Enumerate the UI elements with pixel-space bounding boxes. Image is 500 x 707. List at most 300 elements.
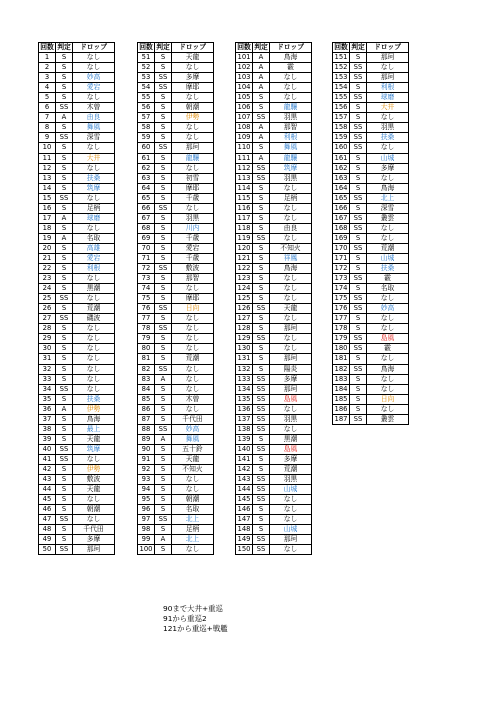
cell-grade: S <box>56 264 73 274</box>
cell-drop: 千歳 <box>172 233 214 243</box>
cell-grade: SS <box>350 73 367 83</box>
table-row <box>39 73 115 83</box>
cell-grade: S <box>155 274 172 284</box>
cell-run-number: 115 <box>236 193 253 203</box>
table-row <box>39 515 115 525</box>
cell-grade: SS <box>253 414 270 424</box>
cell-grade: S <box>253 213 270 223</box>
cell-grade: S <box>253 93 270 103</box>
cell-grade: S <box>253 264 270 274</box>
cell-run-number: 72 <box>138 264 155 274</box>
table-row <box>333 123 409 133</box>
cell-grade: S <box>253 354 270 364</box>
cell-run-number: 97 <box>138 515 155 525</box>
table-row <box>138 324 214 334</box>
cell-run-number: 75 <box>138 294 155 304</box>
cell-drop: 多摩 <box>270 454 312 464</box>
cell-grade: S <box>56 434 73 444</box>
table-row <box>138 203 214 213</box>
table-header-row <box>138 43 214 53</box>
cell-grade: S <box>155 243 172 253</box>
table-header-row <box>39 43 115 53</box>
table-row <box>333 53 409 63</box>
cell-grade: SS <box>350 63 367 73</box>
cell-drop: 愛宕 <box>172 243 214 253</box>
table-row <box>333 193 409 203</box>
cell-grade: A <box>56 404 73 414</box>
cell-grade: S <box>56 183 73 193</box>
cell-drop: 朝潮 <box>73 505 115 515</box>
cell-run-number: 164 <box>333 183 350 193</box>
cell-grade: S <box>350 384 367 394</box>
cell-grade: A <box>56 213 73 223</box>
table-row <box>236 123 312 133</box>
table-row <box>39 535 115 545</box>
cell-drop: 多摩 <box>367 163 409 173</box>
cell-drop: 敷波 <box>73 475 115 485</box>
cell-grade: SS <box>350 274 367 284</box>
cell-drop: なし <box>172 314 214 324</box>
cell-drop: なし <box>270 515 312 525</box>
cell-grade: SS <box>253 384 270 394</box>
cell-run-number: 108 <box>236 123 253 133</box>
cell-drop: 妙高 <box>172 424 214 434</box>
cell-drop: 筑摩 <box>73 183 115 193</box>
cell-grade: SS <box>253 485 270 495</box>
table-row <box>333 274 409 284</box>
cell-run-number: 66 <box>138 203 155 213</box>
table-row <box>39 173 115 183</box>
cell-drop: 山城 <box>367 253 409 263</box>
cell-grade: S <box>56 304 73 314</box>
table-row <box>39 384 115 394</box>
cell-run-number: 90 <box>138 444 155 454</box>
cell-grade: S <box>350 264 367 274</box>
cell-grade: SS <box>253 444 270 454</box>
table-row <box>333 344 409 354</box>
cell-run-number: 106 <box>236 103 253 113</box>
cell-run-number: 85 <box>138 394 155 404</box>
cell-drop: 天龍 <box>270 304 312 314</box>
table-row <box>333 284 409 294</box>
table-row <box>236 515 312 525</box>
cell-drop: 祥鳳 <box>270 253 312 263</box>
cell-grade: S <box>253 193 270 203</box>
cell-grade: SS <box>253 475 270 485</box>
cell-drop: 五十鈴 <box>172 444 214 454</box>
cell-drop: なし <box>73 354 115 364</box>
table-row <box>236 294 312 304</box>
cell-drop: 日向 <box>172 304 214 314</box>
cell-grade: S <box>350 53 367 63</box>
cell-run-number: 151 <box>333 53 350 63</box>
cell-run-number: 37 <box>39 414 56 424</box>
cell-run-number: 2 <box>39 63 56 73</box>
drop-table-101-150 <box>235 42 312 555</box>
cell-run-number: 170 <box>333 243 350 253</box>
cell-run-number: 133 <box>236 374 253 384</box>
cell-run-number: 168 <box>333 223 350 233</box>
cell-run-number: 129 <box>236 334 253 344</box>
table-row <box>138 515 214 525</box>
cell-run-number: 89 <box>138 434 155 444</box>
cell-grade: S <box>253 454 270 464</box>
cell-run-number: 43 <box>39 475 56 485</box>
cell-run-number: 52 <box>138 63 155 73</box>
cell-run-number: 9 <box>39 133 56 143</box>
cell-grade: S <box>56 73 73 83</box>
cell-grade: S <box>155 93 172 103</box>
cell-grade: S <box>350 253 367 263</box>
table-row <box>138 354 214 364</box>
table-row <box>138 304 214 314</box>
cell-grade: S <box>155 495 172 505</box>
table-row <box>39 324 115 334</box>
cell-run-number: 154 <box>333 83 350 93</box>
cell-run-number: 26 <box>39 304 56 314</box>
cell-drop: 北上 <box>172 535 214 545</box>
cell-grade: S <box>56 253 73 263</box>
table-row <box>138 535 214 545</box>
cell-grade: S <box>56 354 73 364</box>
cell-grade: S <box>253 253 270 263</box>
table-row <box>138 274 214 284</box>
cell-run-number: 144 <box>236 485 253 495</box>
table-row <box>333 63 409 73</box>
cell-drop: 千歳 <box>172 193 214 203</box>
cell-grade: A <box>253 53 270 63</box>
table-row <box>138 163 214 173</box>
cell-drop: 千代田 <box>172 414 214 424</box>
cell-grade: A <box>56 113 73 123</box>
cell-grade: S <box>56 123 73 133</box>
cell-run-number: 100 <box>138 545 155 555</box>
cell-drop: 筑摩 <box>73 444 115 454</box>
table-row <box>39 274 115 284</box>
cell-run-number: 122 <box>236 264 253 274</box>
table-row <box>333 364 409 374</box>
cell-grade: S <box>155 485 172 495</box>
cell-grade: S <box>155 475 172 485</box>
table-row <box>236 424 312 434</box>
table-row <box>39 464 115 474</box>
cell-grade: S <box>56 153 73 163</box>
table-row <box>333 394 409 404</box>
cell-drop: 黒潮 <box>270 434 312 444</box>
cell-run-number: 156 <box>333 103 350 113</box>
cell-drop: なし <box>367 63 409 73</box>
cell-drop: なし <box>270 424 312 434</box>
cell-run-number: 33 <box>39 374 56 384</box>
cell-grade: S <box>350 324 367 334</box>
cell-grade: SS <box>56 515 73 525</box>
cell-drop: 山城 <box>270 485 312 495</box>
cell-drop: 島風 <box>367 334 409 344</box>
cell-run-number: 84 <box>138 384 155 394</box>
table-row <box>138 83 214 93</box>
cell-run-number: 7 <box>39 113 56 123</box>
cell-run-number: 187 <box>333 414 350 424</box>
cell-grade: S <box>56 505 73 515</box>
table-row <box>138 253 214 263</box>
cell-drop: 高雄 <box>73 243 115 253</box>
cell-drop: 扶桑 <box>73 173 115 183</box>
table-row <box>138 193 214 203</box>
cell-grade: SS <box>56 193 73 203</box>
table-row <box>236 394 312 404</box>
cell-drop: なし <box>73 274 115 284</box>
cell-run-number: 49 <box>39 535 56 545</box>
cell-grade: SS <box>350 304 367 314</box>
cell-grade: S <box>253 364 270 374</box>
header-num: 回数 <box>40 43 54 52</box>
cell-run-number: 155 <box>333 93 350 103</box>
cell-drop: 日向 <box>367 394 409 404</box>
cell-drop: 摩耶 <box>172 183 214 193</box>
table-row <box>39 183 115 193</box>
cell-grade: S <box>56 424 73 434</box>
cell-grade: SS <box>56 314 73 324</box>
table-row <box>333 203 409 213</box>
drop-table-151-187 <box>332 42 409 425</box>
cell-grade: A <box>253 123 270 133</box>
table-row <box>333 73 409 83</box>
cell-drop: 荒潮 <box>367 243 409 253</box>
cell-run-number: 76 <box>138 304 155 314</box>
note-line: 91から重巡2 <box>163 614 207 623</box>
table-row <box>39 83 115 93</box>
cell-grade: S <box>350 233 367 243</box>
cell-grade: S <box>155 63 172 73</box>
table-row <box>39 404 115 414</box>
cell-run-number: 3 <box>39 73 56 83</box>
cell-grade: SS <box>350 133 367 143</box>
cell-grade: S <box>350 354 367 364</box>
table-row <box>39 304 115 314</box>
cell-grade: S <box>56 464 73 474</box>
cell-drop: なし <box>73 364 115 374</box>
cell-drop: なし <box>367 324 409 334</box>
cell-run-number: 77 <box>138 314 155 324</box>
cell-drop: 由良 <box>270 223 312 233</box>
table-row <box>333 233 409 243</box>
table-row <box>39 525 115 535</box>
cell-run-number: 56 <box>138 103 155 113</box>
cell-run-number: 48 <box>39 525 56 535</box>
cell-drop: なし <box>172 344 214 354</box>
cell-grade: SS <box>350 294 367 304</box>
cell-grade: S <box>350 183 367 193</box>
cell-grade: S <box>350 203 367 213</box>
cell-run-number: 178 <box>333 324 350 334</box>
cell-grade: S <box>350 103 367 113</box>
cell-run-number: 104 <box>236 83 253 93</box>
table-row <box>236 384 312 394</box>
table-row <box>39 434 115 444</box>
cell-drop: なし <box>270 314 312 324</box>
cell-run-number: 41 <box>39 454 56 464</box>
cell-drop: なし <box>367 374 409 384</box>
cell-drop: 足柄 <box>73 203 115 213</box>
table-row <box>138 294 214 304</box>
cell-grade: SS <box>350 414 367 424</box>
cell-run-number: 102 <box>236 63 253 73</box>
cell-run-number: 149 <box>236 535 253 545</box>
cell-drop: 舞風 <box>172 434 214 444</box>
cell-grade: S <box>350 173 367 183</box>
cell-run-number: 54 <box>138 83 155 93</box>
cell-drop: なし <box>367 113 409 123</box>
table-row <box>333 324 409 334</box>
table-row <box>333 404 409 414</box>
header-grade: 判定 <box>156 43 170 52</box>
cell-drop: なし <box>367 143 409 153</box>
cell-grade: SS <box>350 123 367 133</box>
cell-drop: 鳥海 <box>73 414 115 424</box>
cell-drop: 多摩 <box>270 374 312 384</box>
cell-run-number: 176 <box>333 304 350 314</box>
table-row <box>236 354 312 364</box>
table-row <box>138 213 214 223</box>
cell-run-number: 61 <box>138 153 155 163</box>
table-row <box>39 113 115 123</box>
cell-run-number: 111 <box>236 153 253 163</box>
cell-run-number: 135 <box>236 394 253 404</box>
cell-grade: SS <box>155 203 172 213</box>
cell-run-number: 137 <box>236 414 253 424</box>
table-row <box>333 103 409 113</box>
cell-drop: なし <box>172 374 214 384</box>
cell-grade: S <box>155 444 172 454</box>
cell-grade: A <box>56 233 73 243</box>
cell-drop: 那珂 <box>367 73 409 83</box>
cell-run-number: 78 <box>138 324 155 334</box>
cell-grade: S <box>56 364 73 374</box>
cell-grade: S <box>155 394 172 404</box>
cell-run-number: 166 <box>333 203 350 213</box>
cell-drop: 羽黒 <box>270 414 312 424</box>
cell-grade: S <box>253 434 270 444</box>
table-header-row <box>333 43 409 53</box>
cell-run-number: 45 <box>39 495 56 505</box>
cell-grade: SS <box>56 545 73 555</box>
table-row <box>236 525 312 535</box>
cell-run-number: 27 <box>39 314 56 324</box>
cell-grade: SS <box>350 243 367 253</box>
cell-drop: なし <box>270 294 312 304</box>
cell-grade: SS <box>253 233 270 243</box>
cell-grade: S <box>56 535 73 545</box>
table-row <box>39 123 115 133</box>
table-row <box>236 314 312 324</box>
cell-run-number: 171 <box>333 253 350 263</box>
table-row <box>39 334 115 344</box>
table-row <box>39 364 115 374</box>
table-row <box>138 53 214 63</box>
cell-drop: 鳥海 <box>367 183 409 193</box>
cell-run-number: 165 <box>333 193 350 203</box>
cell-drop: 足柄 <box>172 525 214 535</box>
cell-drop: なし <box>172 123 214 133</box>
cell-run-number: 24 <box>39 284 56 294</box>
cell-run-number: 19 <box>39 233 56 243</box>
cell-drop: 利根 <box>270 133 312 143</box>
table-row <box>138 424 214 434</box>
cell-run-number: 123 <box>236 274 253 284</box>
cell-grade: SS <box>350 213 367 223</box>
cell-run-number: 163 <box>333 173 350 183</box>
table-row <box>236 53 312 63</box>
table-header-row <box>236 43 312 53</box>
cell-drop: 山城 <box>270 525 312 535</box>
cell-run-number: 116 <box>236 203 253 213</box>
cell-drop: 利根 <box>367 83 409 93</box>
cell-run-number: 134 <box>236 384 253 394</box>
cell-drop: 鳥海 <box>270 264 312 274</box>
cell-drop: 千代田 <box>73 525 115 535</box>
table-row <box>138 223 214 233</box>
cell-run-number: 120 <box>236 243 253 253</box>
cell-grade: S <box>56 53 73 63</box>
cell-grade: A <box>155 535 172 545</box>
cell-grade: SS <box>56 454 73 464</box>
cell-drop: なし <box>73 143 115 153</box>
cell-run-number: 174 <box>333 284 350 294</box>
cell-run-number: 60 <box>138 143 155 153</box>
cell-drop: なし <box>367 354 409 364</box>
cell-grade: SS <box>56 444 73 454</box>
cell-run-number: 152 <box>333 63 350 73</box>
cell-run-number: 147 <box>236 515 253 525</box>
cell-drop: 敷波 <box>172 264 214 274</box>
cell-run-number: 146 <box>236 505 253 515</box>
cell-drop: なし <box>172 475 214 485</box>
table-row <box>236 193 312 203</box>
table-row <box>138 133 214 143</box>
cell-run-number: 10 <box>39 143 56 153</box>
cell-drop: 陽炎 <box>270 364 312 374</box>
cell-grade: SS <box>253 404 270 414</box>
cell-grade: A <box>253 83 270 93</box>
table-row <box>138 374 214 384</box>
table-row <box>39 354 115 364</box>
table-row <box>333 384 409 394</box>
cell-drop: なし <box>270 183 312 193</box>
cell-grade: S <box>155 284 172 294</box>
cell-grade: A <box>155 374 172 384</box>
cell-drop: 球磨 <box>73 213 115 223</box>
cell-grade: S <box>253 324 270 334</box>
cell-grade: SS <box>155 83 172 93</box>
cell-grade: S <box>56 324 73 334</box>
cell-run-number: 128 <box>236 324 253 334</box>
table-row <box>236 464 312 474</box>
cell-grade: S <box>56 63 73 73</box>
cell-grade: SS <box>253 535 270 545</box>
cell-run-number: 40 <box>39 444 56 454</box>
cell-run-number: 107 <box>236 113 253 123</box>
cell-drop: なし <box>172 364 214 374</box>
cell-drop: なし <box>172 485 214 495</box>
cell-run-number: 99 <box>138 535 155 545</box>
cell-drop: 那珂 <box>270 354 312 364</box>
cell-drop: なし <box>367 404 409 414</box>
table-row <box>138 243 214 253</box>
table-row <box>138 434 214 444</box>
cell-run-number: 6 <box>39 103 56 113</box>
cell-drop: 霰 <box>270 63 312 73</box>
table-row <box>138 123 214 133</box>
